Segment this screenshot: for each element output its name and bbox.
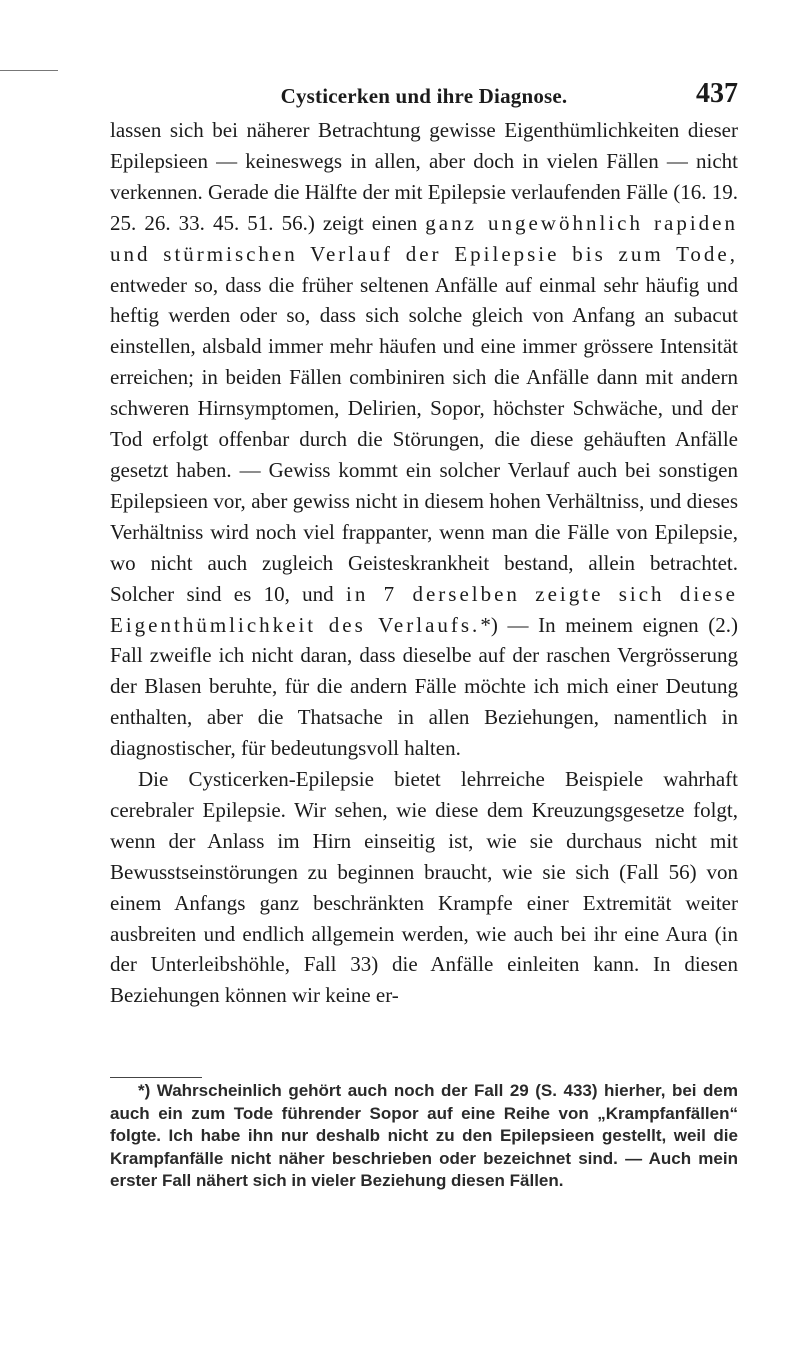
page-number: 437 [696, 78, 738, 109]
emphasis-rapid-course: ganz ungewöhnlich rapiden und stürmischen Verlauf der Epilepsie bis zum Tode, [110, 210, 738, 266]
page-header [110, 78, 738, 112]
paragraph-2: Die Cysticerken-Epilepsie bietet lehrreiche Beispiele wahrhaft cerebraler Epilepsie. Wir sehen, wie diese dem Kreuzungsgesetze folgt, wenn der Anlass im Hirn einseitig ist, wie sie durchaus nicht mit Bewusstseinstörungen zu beginnen braucht, wie sie sich (Fall 56) von einem Anfangs ganz beschränkten Krampfe einer Extremität weiter ausbreiten und endlich allgemein werden, wie auch bei ihr eine Aura (in der Unterleibshöhle, Fall 33) die Anfälle einleiten kann. In diesen Beziehungen können wir keine er- [110, 767, 738, 1008]
paragraph-1-part-a: lassen sich bei näherer Betrachtung gewisse Eigenthümlichkeiten dieser Epilepsieen — keineswegs in allen, aber doch in vielen Fällen — nicht verkennen. Gerade die Hälfte der mit Epilepsie verlaufenden Fälle (16. 19. 25. 26. 33. 45. 51. 56.) zeigt einen [110, 118, 739, 235]
main-text [110, 115, 738, 1011]
paragraph-1 [110, 115, 738, 764]
footnote [110, 1080, 738, 1193]
scan-edge-rule [0, 70, 58, 71]
paragraph-1-part-c: *) — In meinem eignen (2.) Fall zweifle ich nicht daran, dass dieselbe auf der raschen Vergrösserung der Blasen beruhte, für die andern Fälle möchte ich mich einer Deutung enthalten, aber die Thatsache in allen Beziehungen, namentlich in diagnostischer, für bedeutungsvoll halten. [110, 612, 739, 761]
paragraph-1-part-b: entweder so, dass die früher seltenen Anfälle auf einmal sehr häufig und heftig werden oder so, dass sich solche gleich von Anfang an subacut einstellen, alsbald immer mehr häufen und eine immer grössere Intensität erreichen; in beiden Fällen combiniren sich die Anfälle dann mit andern schweren Hirnsymptomen, Delirien, Sopor, höchster Schwäche, und der Tod erfolgt offenbar durch die Störungen, die diese gehäuften Anfälle gesetzt haben. — Gewiss kommt ein solcher Verlauf auch bei sonstigen Epilepsieen vor, aber gewiss nicht in diesem hohen Verhältniss, und dieses Verhältniss wird noch viel frappanter, wenn man die Fälle von Epilepsie, wo nicht auch zugleich Geisteskrankheit bestand, allein betrachtet. Solcher sind es 10, und [110, 272, 738, 606]
footnote-rule [110, 1077, 202, 1078]
footnote-text: *) Wahrscheinlich gehört auch noch der Fall 29 (S. 433) hierher, bei dem auch ein zum Tode führender Sopor auf eine Reihe von „Krampfanfällen“ folgte. Ich habe ihn nur deshalb nicht zu den Epilepsieen gestellt, weil die Krampfanfälle nicht näher beschrieben oder bezeichnet sind. — Auch mein erster Fall nähert sich in vieler Beziehung diesen Fällen. [110, 1081, 738, 1190]
emphasis-peculiarity: in 7 derselben zeigte sich diese Eigenthümlichkeit des Verlaufs. [110, 581, 738, 637]
running-title: Cysticerken und ihre Diagnose. [280, 84, 568, 108]
